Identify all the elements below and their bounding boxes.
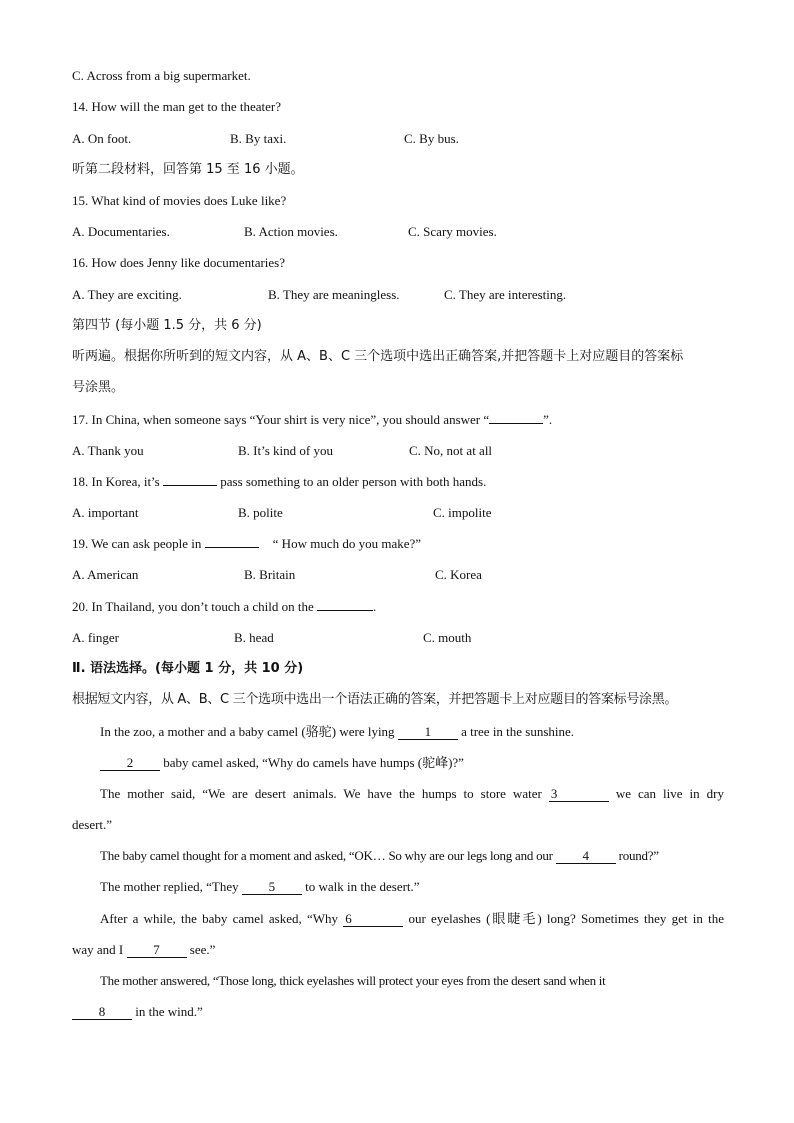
question-20 — [72, 598, 722, 616]
option-b: B. It’s kind of you — [238, 443, 333, 458]
question-text: 16. How does Jenny like documentaries? — [72, 255, 286, 270]
question-text: 18. In Korea, it’s — [72, 474, 163, 489]
answer-blank[interactable] — [205, 547, 259, 548]
passage-text: desert.” — [72, 817, 113, 832]
option-a: A. American — [72, 567, 139, 582]
part-4-instruction-cont — [72, 379, 722, 397]
section-intro — [72, 161, 722, 179]
option-a: A. Thank you — [72, 443, 144, 458]
option-b: B. head — [234, 630, 274, 645]
question-16 — [72, 254, 722, 272]
question-text: 17. In China, when someone says “Your shirt is very nice”, you should answer “ — [72, 412, 490, 427]
passage-text: baby camel asked, “Why do camels have humps (驼峰)?” — [160, 755, 464, 770]
passage-line-7 — [100, 972, 722, 990]
passage-line-5 — [100, 878, 722, 896]
passage-text: we can live in dry — [608, 786, 724, 801]
question-text: 20. In Thailand, you don’t touch a child on the — [72, 599, 318, 614]
part-4-instruction — [72, 348, 722, 366]
passage-text: see.” — [186, 942, 216, 957]
blank-4[interactable]: 4 — [556, 849, 616, 864]
passage-text: The mother replied, “They — [100, 879, 242, 894]
passage-text: In the zoo, a mother and a baby camel (骆驼) were lying — [100, 724, 398, 739]
option-b: B. They are meaningless. — [268, 287, 400, 302]
section-title: 第四节 (每小题 1.5 分，共 6 分) — [72, 318, 262, 333]
option-b: B. Britain — [244, 567, 296, 582]
question-14 — [72, 98, 722, 116]
question-19 — [72, 535, 722, 553]
blank-6[interactable]: 6 — [343, 912, 403, 927]
instruction-text: 号涂黑。 — [72, 380, 125, 395]
passage-line-3 — [100, 785, 724, 803]
answer-blank[interactable] — [163, 485, 217, 486]
option-b: B. By taxi. — [230, 131, 287, 146]
passage-text: After a while, the baby camel asked, “Why — [100, 911, 344, 926]
question-17 — [72, 411, 722, 429]
passage-text: to walk in the desert.” — [301, 879, 420, 894]
passage-text: The mother answered, “Those long, thick eyelashes will protect your eyes from the desert sand when it — [100, 973, 606, 988]
instruction-text: 根据短文内容，从 A、B、C 三个选项中选出一个语法正确的答案，并把答题卡上对应题目的答案标号涂黑。 — [72, 692, 678, 707]
grammar-section-title — [72, 660, 722, 678]
passage-line-2 — [100, 754, 722, 772]
option-a: A. important — [72, 505, 139, 520]
passage-text: way and I — [72, 942, 127, 957]
intro-text: 听第二段材料，回答第 15 至 16 小题。 — [72, 162, 304, 177]
option-a: A. They are exciting. — [72, 287, 182, 302]
passage-text: our eyelashes (眼睫毛) long? Sometimes they get in the — [403, 911, 724, 926]
passage-text: in the wind.” — [132, 1004, 203, 1019]
question-text-end: pass something to an older person with both hands. — [216, 474, 487, 489]
blank-7[interactable]: 7 — [127, 943, 187, 958]
passage-text: round?” — [615, 848, 659, 863]
passage-text: a tree in the sunshine. — [457, 724, 575, 739]
question-text: 14. How will the man get to the theater? — [72, 99, 282, 114]
passage-line-6-cont — [72, 941, 722, 959]
question-18 — [72, 473, 722, 491]
blank-3[interactable]: 3 — [549, 787, 609, 802]
passage-line-7-cont — [72, 1003, 722, 1021]
passage-line-1 — [100, 723, 722, 741]
question-text-end: “ How much do you make?” — [272, 536, 422, 551]
passage-text: The mother said, “We are desert animals. We have the humps to store water — [100, 786, 549, 801]
option-c: C. mouth — [423, 630, 472, 645]
answer-blank[interactable] — [489, 423, 543, 424]
question-text-end: ”. — [543, 412, 553, 427]
section-title: Ⅱ. 语法选择。(每小题 1 分，共 10 分) — [72, 661, 304, 676]
option-c: C. Korea — [435, 567, 482, 582]
option-line — [72, 67, 722, 85]
option-a: A. Documentaries. — [72, 224, 170, 239]
passage-line-3-cont — [72, 816, 722, 834]
answer-blank[interactable] — [317, 610, 373, 611]
option-c: C. Scary movies. — [408, 224, 497, 239]
option-b: B. Action movies. — [244, 224, 338, 239]
blank-8[interactable]: 8 — [72, 1005, 132, 1020]
grammar-instruction — [72, 691, 722, 709]
passage-line-4 — [100, 847, 722, 865]
option-text: C. Across from a big supermarket. — [72, 68, 251, 83]
option-c: C. impolite — [433, 505, 492, 520]
instruction-text: 听两遍。根据你所听到的短文内容，从 A、B、C 三个选项中选出正确答案,并把答题卡上对应题目的答案标 — [72, 349, 684, 364]
option-c: C. They are interesting. — [444, 287, 567, 302]
option-c: C. By bus. — [404, 131, 459, 146]
option-b: B. polite — [238, 505, 283, 520]
option-a: A. On foot. — [72, 131, 132, 146]
passage-line-6 — [100, 910, 724, 928]
question-text: 15. What kind of movies does Luke like? — [72, 193, 287, 208]
question-text-end: . — [373, 599, 377, 614]
blank-1[interactable]: 1 — [398, 725, 458, 740]
option-a: A. finger — [72, 630, 119, 645]
blank-5[interactable]: 5 — [242, 880, 302, 895]
passage-text: The baby camel thought for a moment and asked, “OK… So why are our legs long and our — [100, 848, 556, 863]
blank-2[interactable]: 2 — [100, 756, 160, 771]
part-4-title — [72, 317, 722, 335]
option-c: C. No, not at all — [409, 443, 493, 458]
question-text: 19. We can ask people in — [72, 536, 205, 551]
question-15 — [72, 192, 722, 210]
